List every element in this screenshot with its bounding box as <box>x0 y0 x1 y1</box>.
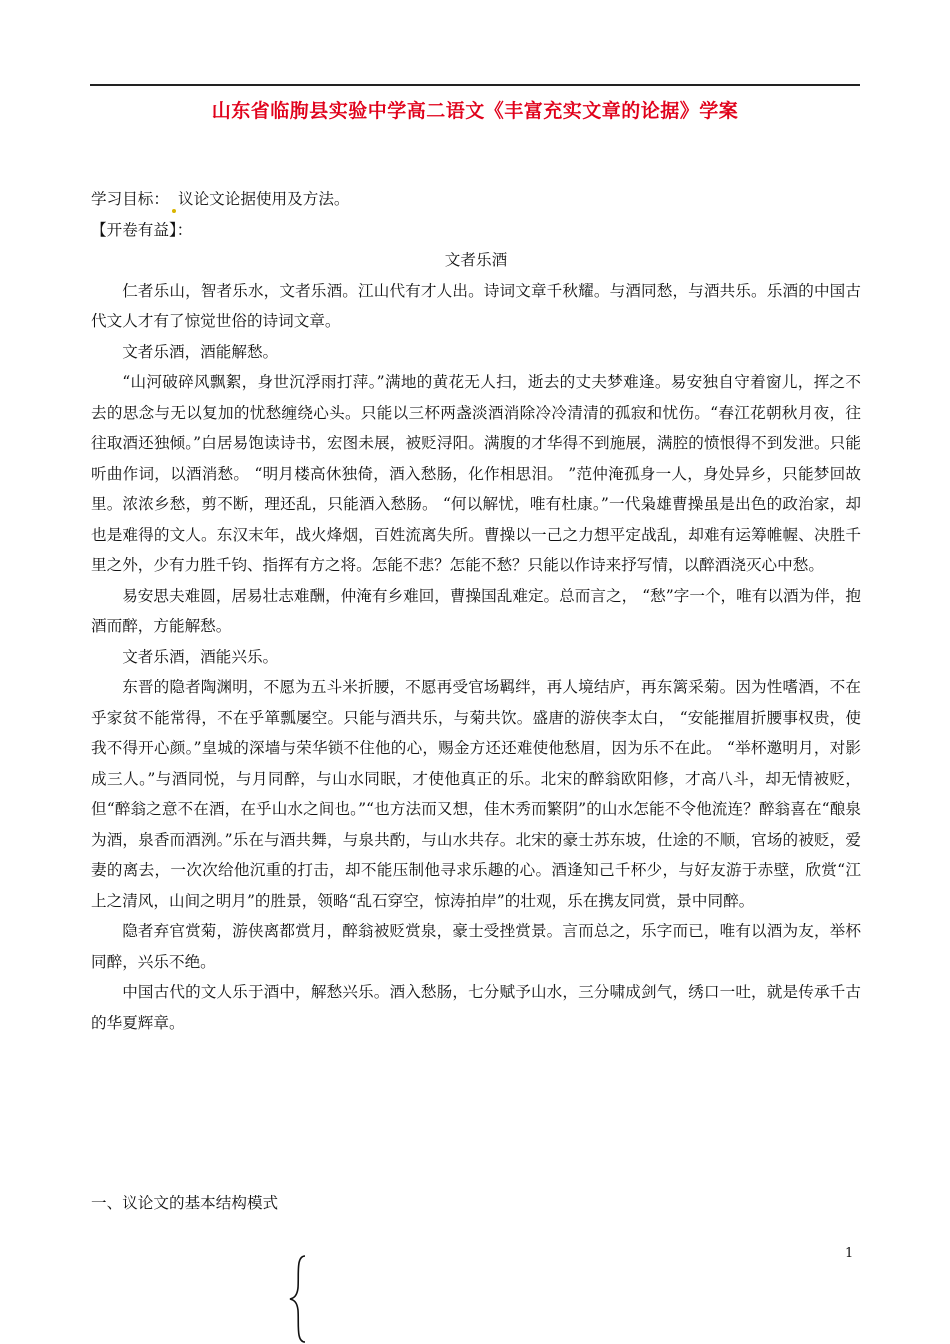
document-title: 山东省临朐县实验中学高二语文《丰富充实文章的论据》学案 <box>211 100 739 122</box>
essay-paragraph-7: 隐者弃官赏菊，游侠离都赏月，醉翁被贬赏泉，豪士受挫赏景。言而总之，乐字而已，唯有以酒为友，举杯同醉，兴乐不绝。 <box>91 922 861 971</box>
essay-paragraph-3: “山河破碎风飘絮，身世沉浮雨打萍。”满地的黄花无人扫，逝去的丈夫梦难逢。易安独自守着窗儿，挥之不去的思念与无以复加的忧愁缠绕心头。只能以三杯两盏淡酒消除冷冷清清的孤寂和忧伤。“春江花朝秋月夜，往往取酒还独倾。”白居易饱读诗书，宏图未展，被贬浔阳。满腹的才华得不到施展，满腔的愤恨得不到发泄。只能听曲作词，以酒消愁。 “明月楼高休独倚，酒入愁肠，化作相思泪。 ”范仲淹孤身一人，身处异乡，只能梦回故里。浓浓乡愁，剪不断，理还乱，只能酒入愁肠。 “何以解忧，唯有杜康。”一代枭雄曹操虽是出色的政治家，却也是难得的文人。东汉末年，战火烽烟，百姓流离失所。曹操以一己之力想平定战乱，却难有运筹帷幄、决胜千里之外，少有力胜千钧、指挥有方之将。怎能不悲？怎能不愁？只能以作诗来抒写情，以醉酒浇灭心中愁。 <box>91 373 861 574</box>
marker-dot-icon <box>172 209 176 213</box>
essay-paragraph-5: 文者乐酒，酒能兴乐。 <box>122 647 279 666</box>
learning-objective <box>91 184 861 215</box>
objective-text: 议论文论据使用及方法。 <box>177 190 350 208</box>
header-rule <box>90 84 860 86</box>
document-body <box>91 184 861 1038</box>
essay-paragraph-2: 文者乐酒，酒能解愁。 <box>122 342 279 361</box>
essay-paragraph-4: 易安思夫难圆，居易壮志难酬，仲淹有乡难回，曹操国乱难定。总而言之， “愁”字一个，唯有以酒为伴，抱酒而醉，方能解愁。 <box>91 586 861 635</box>
section-label: 【开卷有益】： <box>91 220 193 239</box>
essay-title: 文者乐酒 <box>444 251 508 269</box>
page-number: 1 <box>845 1246 854 1261</box>
essay-paragraph-1: 仁者乐山，智者乐水，文者乐酒。江山代有才人出。诗词文章千秋耀。与酒同愁，与酒共乐。乐酒的中国古代文人才有了惊觉世俗的诗词文章。 <box>91 281 861 330</box>
objective-label: 学习目标： <box>91 190 169 208</box>
left-brace-icon <box>288 1254 308 1344</box>
essay-paragraph-8: 中国古代的文人乐于酒中，解愁兴乐。酒入愁肠，七分赋予山水，三分啸成剑气，绣口一吐，就是传承千古的华夏辉章。 <box>91 983 861 1032</box>
essay-paragraph-6: 东晋的隐者陶渊明，不愿为五斗米折腰，不愿再受官场羁绊，再人境结庐，再东篱采菊。因为性嗜酒，不在乎家贫不能常得，不在乎箪瓢屡空。只能与酒共乐，与菊共饮。盛唐的游侠李太白， “安能摧眉折腰事权贵，使我不得开心颜。”皇城的深墙与荣华锁不住他的心，赐金方还还难使他愁眉，因为乐不在此。 “举杯邀明月，对影成三人。”与酒同悦，与月同醉，与山水同眠，才使他真正的乐。北宋的醉翁欧阳修，才高八斗，却无情被贬，但“醉翁之意不在酒，在乎山水之间也。”“也方法而又想，佳木秀而繁阴”的山水怎能不令他流连？醉翁喜在“酿泉为酒，泉香而酒洌。”乐在与酒共舞，与泉共酌，与山水共存。北宋的豪士苏东坡，仕途的不顺，官场的被贬，爱妻的离去，一次次给他沉重的打击，却不能压制他寻求乐趣的心。酒逢知己千杯少，与好友游于赤壁，欣赏“江上之清风，山间之明月”的胜景，领略“乱石穿空，惊涛拍岸”的壮观，乐在携友同赏，景中同醉。 <box>91 678 861 910</box>
section-heading: 一、议论文的基本结构模式 <box>91 1194 279 1212</box>
